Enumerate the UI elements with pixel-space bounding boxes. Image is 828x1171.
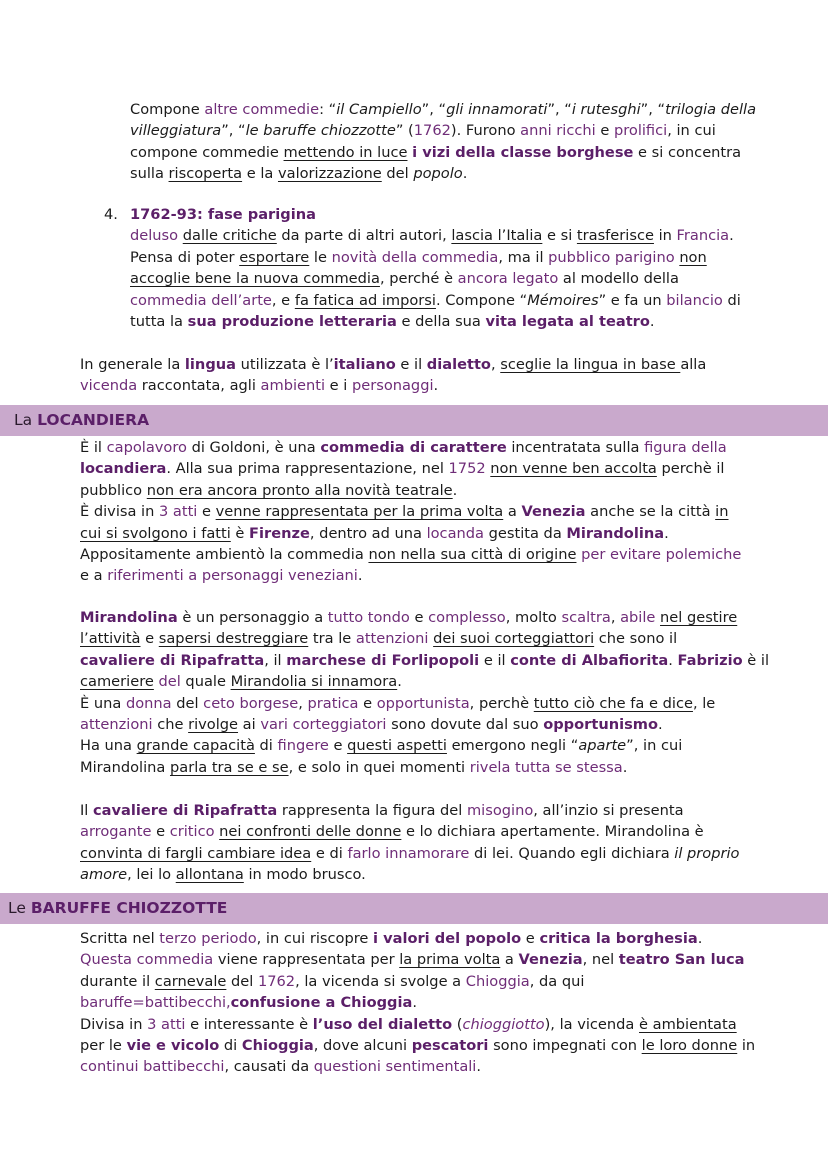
text-line: durante il carnevale del 1762, la vicenda si svolge a Chioggia, da qui: [80, 972, 585, 990]
section-title: BARUFFE CHIOZZOTTE: [30, 899, 228, 917]
section-header-locandiera: [0, 405, 828, 436]
text-line: locandiera. Alla sua prima rappresentazione, nel 1752 non venne ben accolta perchè il: [80, 460, 725, 478]
section-header-baruffe: [0, 893, 828, 924]
text-line: e a riferimenti a personaggi veneziani.: [80, 567, 363, 585]
text-line: villeggiatura”, “le baruffe chiozzotte” (1762). Furono anni ricchi e prolifici, in cui: [130, 122, 716, 140]
text-line: Scritta nel terzo periodo, in cui riscopre i valori del popolo e critica la borghesia.: [80, 930, 703, 947]
section-title: LOCANDIERA: [37, 411, 150, 429]
text-line: In generale la lingua utilizzata è l’italiano e il dialetto, sceglie la lingua in base alla: [80, 356, 707, 373]
text-line: per le vie e vicolo di Chioggia, dove alcuni pescatori sono impegnati con le loro donne in: [80, 1037, 756, 1055]
text-line: cui si svolgono i fatti è Firenze, dentro ad una locanda gestita da Mirandolina.: [80, 524, 669, 542]
text-line: È divisa in 3 atti e venne rappresentata per la prima volta a Venezia anche se la città in: [80, 503, 729, 521]
text-line: È il capolavoro di Goldoni, è una commedia di carattere incentratata sulla figura della: [80, 439, 727, 456]
text-line: vicenda raccontata, agli ambienti e i personaggi.: [80, 377, 439, 395]
text-line: tutta la sua produzione letteraria e della sua vita legata al teatro.: [130, 313, 655, 331]
text-line: Compone altre commedie: “il Campiello”, “gli innamorati”, “i rutesghi”, “trilogia della: [130, 101, 757, 118]
text-line: compone commedie mettendo in luce i vizi della classe borghese e si concentra: [130, 143, 742, 161]
text-line: deluso dalle critiche da parte di altri autori, lascia l’Italia e si trasferisce in Francia.: [130, 227, 734, 245]
text-line: pubblico non era ancora pronto alla novità teatrale.: [80, 481, 458, 499]
phase4-title: 1762-93: fase parigina: [130, 206, 316, 223]
mirandolina-paragraph: [80, 607, 769, 778]
text-line: Questa commedia viene rappresentata per la prima volta a Venezia, nel teatro San luca: [80, 951, 745, 969]
text-line: Mirandolina parla tra se e se, e solo in quei momenti rivela tutta se stessa.: [80, 758, 628, 776]
cavaliere-paragraph: [80, 800, 739, 886]
text-line: continui battibecchi, causati da questioni sentimentali.: [80, 1058, 482, 1076]
text-line: È una donna del ceto borgese, pratica e opportunista, perchè tutto ciò che fa e dice, le: [80, 694, 716, 712]
text-line: cameriere del quale Mirandolia si innamora.: [80, 673, 402, 691]
text-line: attenzioni che rivolge ai vari corteggiatori sono dovute dal suo opportunismo.: [80, 716, 663, 734]
text-line: l’attività e sapersi destreggiare tra le attenzioni dei suoi corteggiattori che sono il: [80, 630, 678, 648]
text-line: sulla riscoperta e la valorizzazione del popolo.: [130, 165, 468, 183]
text-line: accoglie bene la nuova commedia, perché è ancora legato al modello della: [130, 270, 679, 288]
section-prefix: Le: [8, 899, 31, 917]
text-line: convinta di fargli cambiare idea e di farlo innamorare di lei. Quando egli dichiara il proprio: [80, 844, 740, 862]
text-line: Appositamente ambientò la commedia non nella sua città di origine per evitare polemiche: [80, 546, 742, 564]
text-line: amore, lei lo allontana in modo brusco.: [80, 866, 366, 884]
section-prefix: La: [14, 411, 38, 429]
text-line: Divisa in 3 atti e interessante è l’uso del dialetto (chioggiotto), la vicenda è ambientata: [80, 1015, 737, 1033]
language-paragraph: [80, 354, 706, 397]
phase4-number: 4.: [104, 206, 118, 223]
text-line: Il cavaliere di Ripafratta rappresenta la figura del misogino, all’inzio si presenta: [80, 802, 684, 819]
text-line: Pensa di poter esportare le novità della commedia, ma il pubblico parigino non: [130, 248, 707, 266]
text-line: cavaliere di Ripafratta, il marchese di Forlipopoli e il conte di Albafiorita. Fabrizio è il: [80, 651, 770, 669]
locandiera-intro: [80, 437, 741, 587]
phase4-paragraph: [130, 204, 741, 332]
text-line: commedia dell’arte, e fa fatica ad imporsi. Compone “Mémoires” e fa un bilancio di: [130, 291, 741, 309]
text-line: Mirandolina è un personaggio a tutto tondo e complesso, molto scaltra, abile nel gestire: [80, 609, 738, 626]
text-line: baruffe=battibecchi,confusione a Chioggia.: [80, 994, 417, 1012]
phase3-paragraph: [130, 99, 756, 185]
text-line: Ha una grande capacità di fingere e questi aspetti emergono negli “aparte”, in cui: [80, 737, 683, 755]
text-line: arrogante e critico nei confronti delle donne e lo dichiara apertamente. Mirandolina è: [80, 823, 704, 841]
baruffe-paragraph: [80, 928, 755, 1078]
